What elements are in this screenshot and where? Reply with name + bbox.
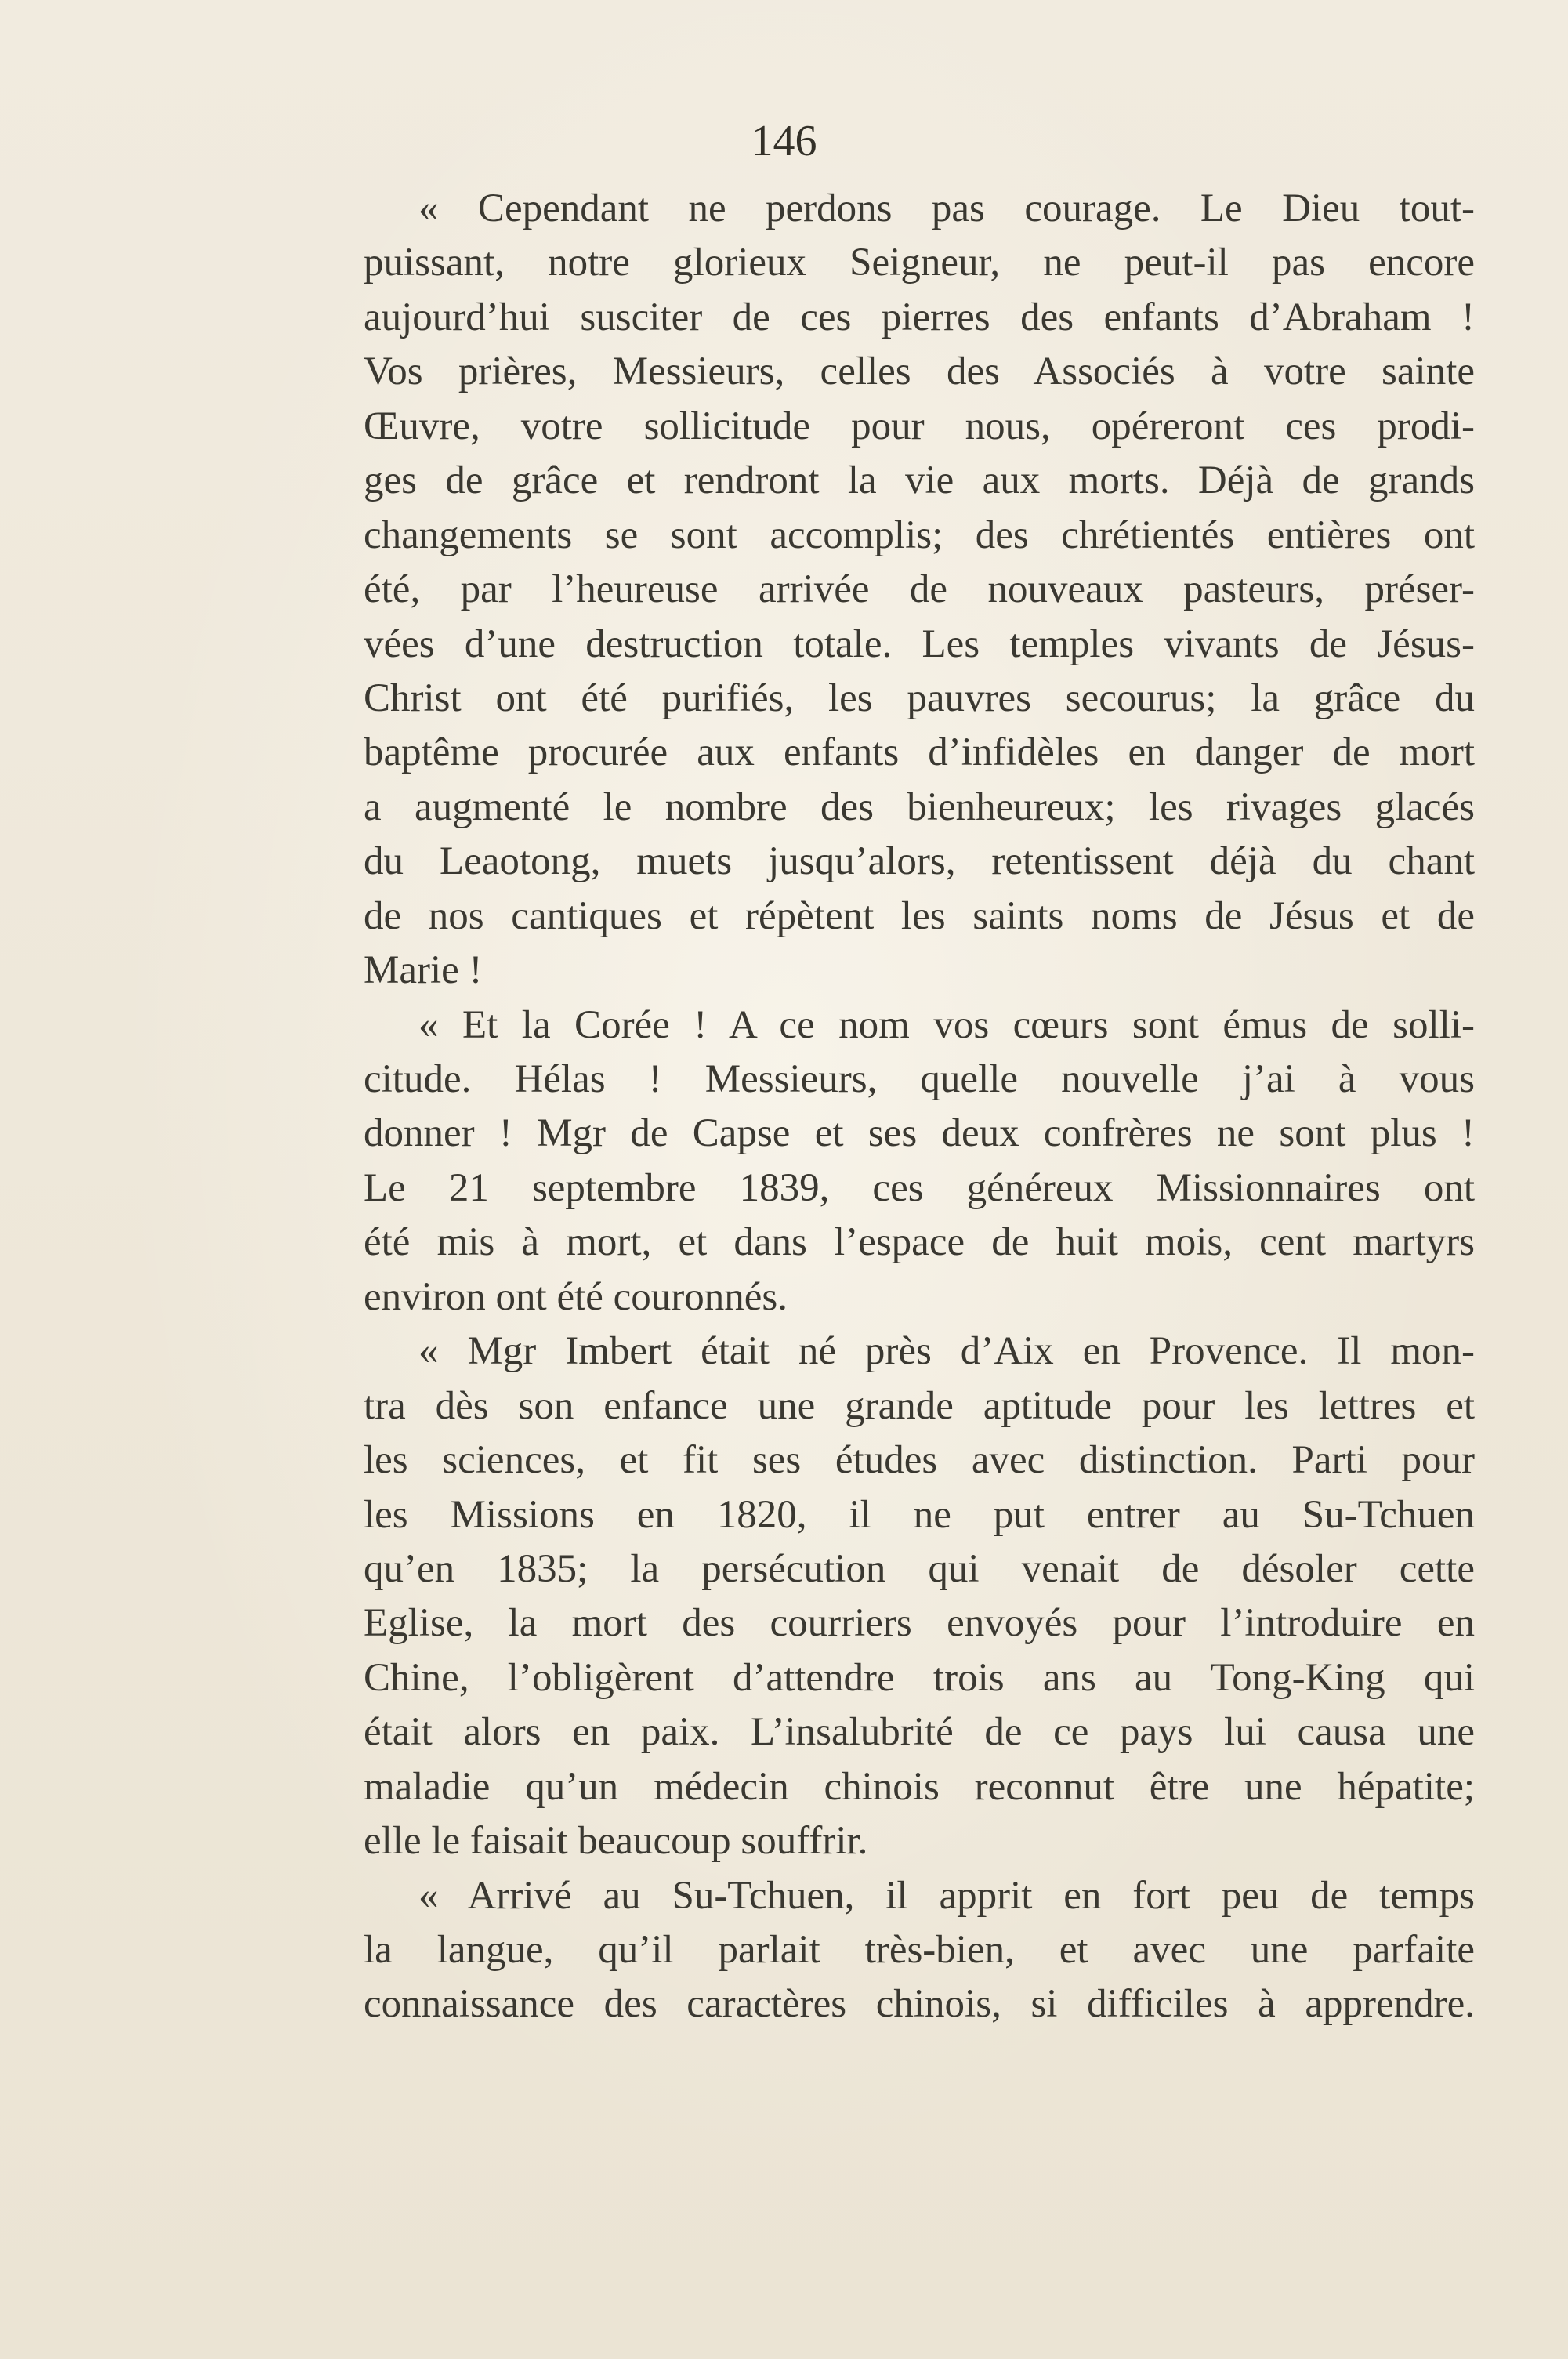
text-line: « Et la Corée ! A ce nom vos cœurs sont émus de solli- — [418, 1002, 1475, 1047]
text-line: vées d’une destruction totale. Les temples vivants de Jésus- — [364, 621, 1475, 666]
text-line: donner ! Mgr de Capse et ses deux confrères ne sont plus ! — [364, 1111, 1475, 1156]
page-number: 146 — [751, 117, 817, 165]
text-line: tra dès son enfance une grande aptitude pour les lettres et — [364, 1383, 1475, 1428]
text-line: « Mgr Imbert était né près d’Aix en Provence. Il mon- — [418, 1329, 1475, 1374]
text-line: a augmenté le nombre des bienheureux; les rivages glacés — [364, 785, 1475, 829]
text-line: maladie qu’un médecin chinois reconnut être une hépatite; — [364, 1764, 1475, 1809]
text-line: « Arrivé au Su-Tchuen, il apprit en fort peu de temps — [418, 1873, 1475, 1918]
text-line: changements se sont accomplis; des chrétientés entières ont — [364, 513, 1475, 557]
text-line: Le 21 septembre 1839, ces généreux Missionnaires ont — [364, 1165, 1475, 1210]
text-line: qu’en 1835; la persécution qui venait de désoler cette — [364, 1546, 1475, 1591]
text-line: du Leaotong, muets jusqu’alors, retentissent déjà du chant — [364, 839, 1475, 884]
text-line: connaissance des caractères chinois, si difficiles à apprendre. — [364, 1982, 1475, 2027]
text-line: était alors en paix. L’insalubrité de ce pays lui causa une — [364, 1710, 1475, 1755]
text-line: la langue, qu’il parlait très-bien, et avec une parfaite — [364, 1928, 1475, 1972]
text-line: Marie ! — [364, 948, 483, 993]
text-line: citude. Hélas ! Messieurs, quelle nouvelle j’ai à vous — [364, 1057, 1475, 1101]
text-line: été mis à mort, et dans l’espace de huit mois, cent martyrs — [364, 1220, 1475, 1265]
text-line: été, par l’heureuse arrivée de nouveaux pasteurs, préser- — [364, 567, 1475, 612]
text-line: de nos cantiques et répètent les saints noms de Jésus et de — [364, 893, 1475, 938]
text-line: Chine, l’obligèrent d’attendre trois ans au Tong-King qui — [364, 1655, 1475, 1700]
body-text — [364, 182, 1475, 2032]
text-line: environ ont été couronnés. — [364, 1274, 788, 1319]
text-line: aujourd’hui susciter de ces pierres des enfants d’Abraham ! — [364, 295, 1475, 339]
text-line: ges de grâce et rendront la vie aux morts. Déjà de grands — [364, 458, 1475, 503]
text-line: Œuvre, votre sollicitude pour nous, opéreront ces prodi- — [364, 404, 1475, 448]
text-line: les sciences, et fit ses études avec distinction. Parti pour — [364, 1438, 1475, 1483]
text-line: les Missions en 1820, il ne put entrer au Su-Tchuen — [364, 1492, 1475, 1537]
text-line: puissant, notre glorieux Seigneur, ne peut-il pas encore — [364, 241, 1475, 285]
text-line: baptême procurée aux enfants d’infidèles en danger de mort — [364, 730, 1475, 775]
text-line: elle le faisait beaucoup souffrir. — [364, 1819, 868, 1864]
text-line: Christ ont été purifiés, les pauvres secourus; la grâce du — [364, 676, 1475, 720]
text-line: Vos prières, Messieurs, celles des Associés à votre sainte — [364, 350, 1475, 394]
text-line: Eglise, la mort des courriers envoyés pour l’introduire en — [364, 1601, 1475, 1646]
text-line: « Cependant ne perdons pas courage. Le Dieu tout- — [418, 187, 1475, 230]
